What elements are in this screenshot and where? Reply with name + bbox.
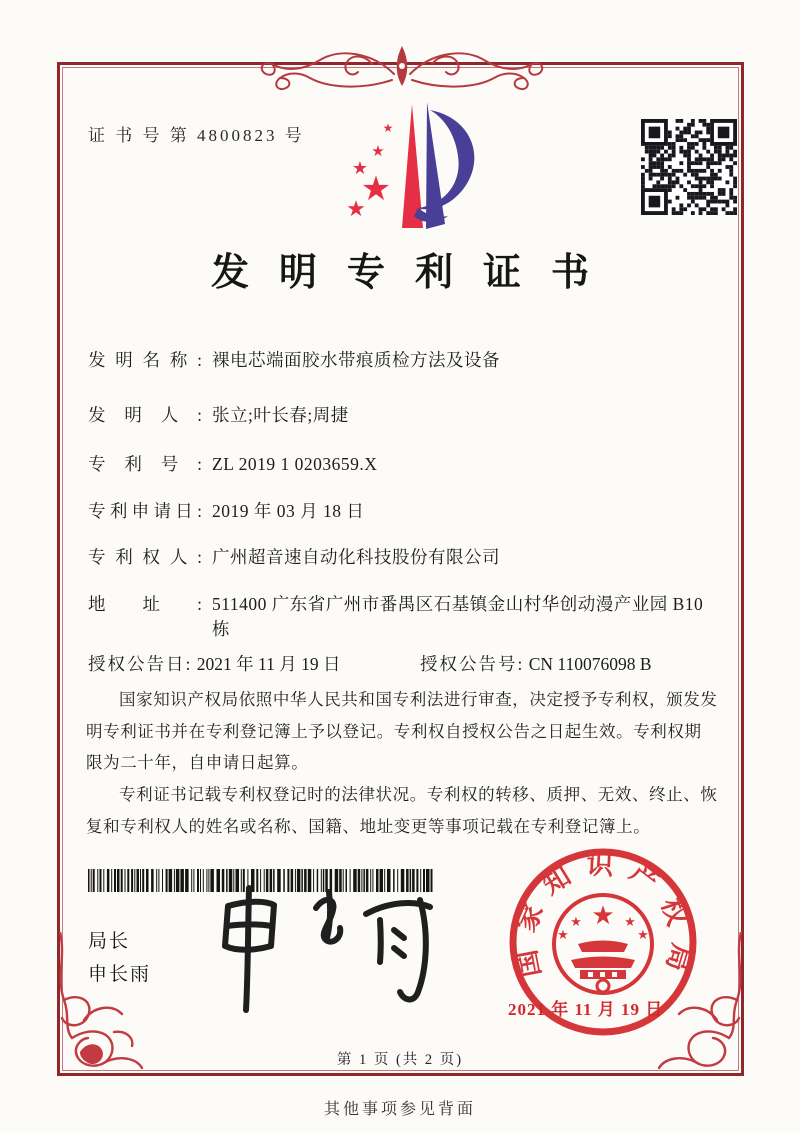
svg-text:★: ★ — [637, 928, 649, 943]
svg-text:★: ★ — [591, 901, 615, 931]
officer-title: 局长 — [88, 931, 131, 952]
legal-paragraph-2: 专利证书记载专利权登记时的法律状况。专利权的转移、质押、无效、终止、恢复和专利权人的姓名或名称、国籍、地址变更等事项记载在专利登记簿上。 — [86, 785, 718, 836]
cnipa-logo-icon — [326, 96, 486, 238]
field-inventors — [88, 403, 720, 428]
grant-date-value: 2021 年 11 月 19 日 — [196, 654, 341, 674]
field-value: 裸电芯端面胶水带痕质检方法及设备 — [212, 350, 500, 370]
field-label: 地址: — [88, 594, 202, 614]
svg-text:★: ★ — [346, 197, 366, 222]
grant-date-label: 授权公告日: — [88, 654, 193, 674]
svg-text:国家知识产权局: 国家知识产权局 — [508, 849, 698, 989]
legal-text-block — [86, 684, 718, 842]
field-patent-number — [88, 452, 720, 477]
officer-name: 申长雨 — [88, 964, 152, 986]
officer-block — [88, 925, 151, 992]
field-value: 广州超音速自动化科技股份有限公司 — [212, 547, 500, 567]
grant-number-label: 授权公告号: — [420, 654, 525, 674]
certificate-number: 证 书 号 第 4800823 号 — [88, 126, 305, 145]
field-label: 发明名称: — [88, 350, 202, 370]
grant-info-row — [88, 651, 720, 676]
footer-note: 其他事项参见背面 — [323, 1101, 476, 1118]
svg-text:★: ★ — [557, 928, 569, 943]
svg-text:★: ★ — [382, 121, 394, 135]
field-application-date — [88, 499, 720, 524]
qr-code-icon — [641, 119, 737, 215]
field-address — [88, 592, 720, 643]
seal-date: 2021 年 11 月 19 日 — [508, 1000, 664, 1019]
top-scrollwork-ornament-icon — [222, 34, 582, 92]
field-label: 专利号: — [88, 454, 202, 474]
svg-text:★: ★ — [360, 169, 392, 209]
field-value: 2019 年 03 月 18 日 — [212, 501, 365, 521]
field-label: 专利权人: — [88, 547, 202, 567]
field-value: ZL 2019 1 0203659.X — [212, 454, 378, 474]
svg-text:★: ★ — [351, 158, 369, 179]
field-label: 专利申请日: — [88, 501, 202, 521]
page-number: 第 1 页 (共 2 页) — [336, 1052, 464, 1068]
field-label: 发明人: — [88, 405, 202, 425]
cnipa-seal-icon — [456, 840, 748, 1052]
svg-text:★: ★ — [570, 915, 582, 930]
svg-text:★: ★ — [371, 142, 385, 160]
certificate-title: 发明专利证书 — [210, 252, 619, 294]
legal-paragraph-1: 国家知识产权局依照中华人民共和国专利法进行审查，决定授予专利权，颁发发明专利证书并在专利登记簿上予以登记。专利权自授权公告之日起生效。专利权期限为二十年，自申请日起算。 — [86, 690, 718, 773]
field-value: 511400 广东省广州市番禺区石基镇金山村华创动漫产业园 B10 栋 — [212, 594, 704, 640]
field-value: 张立;叶长春;周捷 — [212, 405, 349, 425]
director-signature-icon — [198, 878, 448, 1018]
field-invention-name — [88, 348, 720, 373]
field-patentee — [88, 545, 720, 570]
svg-text:★: ★ — [624, 915, 636, 930]
grant-number-value: CN 110076098 B — [528, 654, 652, 674]
